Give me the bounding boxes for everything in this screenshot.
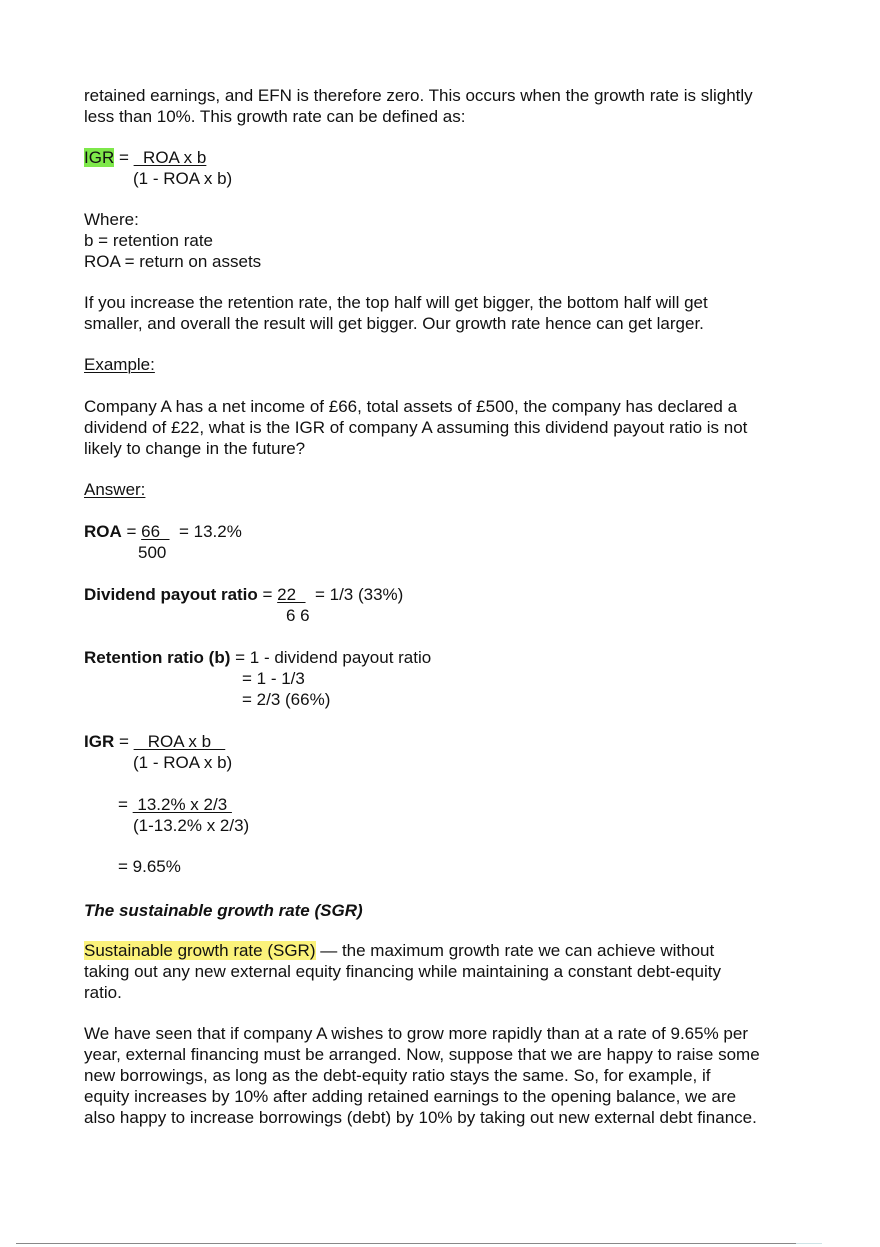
dpr-numerator: 22 bbox=[277, 585, 306, 604]
footer-mark bbox=[796, 1243, 822, 1244]
rr-label: Retention ratio (b) bbox=[84, 648, 231, 667]
igr-numerator: ROA x b bbox=[133, 732, 226, 751]
equals: = bbox=[121, 522, 142, 541]
igr-result: = 9.65% bbox=[118, 857, 181, 876]
example-line: dividend of £22, what is the IGR of company A assuming this dividend payout ratio is not bbox=[84, 418, 748, 437]
roa-result: = 13.2% bbox=[169, 522, 242, 541]
sgr-paragraph-line: year, external financing must be arranged. Now, suppose that we are happy to raise some bbox=[84, 1045, 760, 1064]
dpr-calc bbox=[84, 584, 403, 605]
sgr-paragraph-line: We have seen that if company A wishes to grow more rapidly than at a rate of 9.65% per bbox=[84, 1024, 748, 1043]
explain-line: If you increase the retention rate, the top half will get bigger, the bottom half will get bbox=[84, 293, 708, 312]
step-denominator: (1-13.2% x 2/3) bbox=[133, 816, 250, 835]
igr-calc bbox=[84, 731, 225, 752]
roa-calc bbox=[84, 521, 242, 542]
sgr-term-highlight: Sustainable growth rate (SGR) bbox=[84, 941, 316, 960]
igr-denominator: (1 - ROA x b) bbox=[133, 753, 233, 772]
where-b: b = retention rate bbox=[84, 231, 214, 250]
where-roa: ROA = return on assets bbox=[84, 252, 262, 271]
equals: = bbox=[118, 795, 133, 814]
rr-calc bbox=[84, 647, 431, 668]
example-line: likely to change in the future? bbox=[84, 439, 306, 458]
sgr-def-text: — the maximum growth rate we can achieve without bbox=[315, 941, 715, 960]
rr-step: = 1 - 1/3 bbox=[242, 669, 305, 688]
formula-numerator: ROA x b bbox=[133, 148, 207, 167]
sgr-paragraph-line: equity increases by 10% after adding retained earnings to the opening balance, we are bbox=[84, 1087, 737, 1106]
equals: = bbox=[257, 585, 278, 604]
footer-divider bbox=[16, 1243, 796, 1244]
intro-line: retained earnings, and EFN is therefore zero. This occurs when the growth rate is slightly bbox=[84, 86, 753, 105]
sgr-paragraph-line: new borrowings, as long as the debt-equity ratio stays the same. So, for example, if bbox=[84, 1066, 711, 1085]
sgr-definition-line: ratio. bbox=[84, 983, 122, 1002]
sgr-paragraph-line: also happy to increase borrowings (debt) by 10% by taking out new external debt finance. bbox=[84, 1108, 757, 1127]
answer-heading: Answer: bbox=[84, 480, 146, 499]
intro-line: less than 10%. This growth rate can be defined as: bbox=[84, 107, 466, 126]
equals: = bbox=[114, 732, 134, 751]
rr-step: = 1 - dividend payout ratio bbox=[230, 648, 432, 667]
step-numerator: 13.2% x 2/3 bbox=[132, 795, 232, 814]
explain-line: smaller, and overall the result will get bigger. Our growth rate hence can get larger. bbox=[84, 314, 704, 333]
equals: = bbox=[114, 148, 134, 167]
igr-label: IGR bbox=[84, 732, 115, 751]
roa-numerator: 66 bbox=[141, 522, 170, 541]
dpr-denominator: 6 6 bbox=[286, 606, 310, 625]
igr-substitution bbox=[118, 794, 232, 815]
roa-denominator: 500 bbox=[138, 543, 167, 562]
example-line: Company A has a net income of £66, total assets of £500, the company has declared a bbox=[84, 397, 738, 416]
sgr-definition-line: taking out any new external equity financing while maintaining a constant debt-equity bbox=[84, 962, 721, 981]
dpr-result: = 1/3 (33%) bbox=[305, 585, 404, 604]
roa-label: ROA bbox=[84, 522, 122, 541]
dpr-label: Dividend payout ratio bbox=[84, 585, 258, 604]
where-title: Where: bbox=[84, 210, 139, 229]
formula-denominator: (1 - ROA x b) bbox=[133, 169, 233, 188]
igr-formula bbox=[84, 147, 206, 168]
sgr-heading: The sustainable growth rate (SGR) bbox=[84, 901, 363, 920]
igr-highlight: IGR bbox=[84, 148, 115, 167]
sgr-definition bbox=[84, 940, 714, 961]
rr-step: = 2/3 (66%) bbox=[242, 690, 331, 709]
example-heading: Example: bbox=[84, 355, 155, 374]
